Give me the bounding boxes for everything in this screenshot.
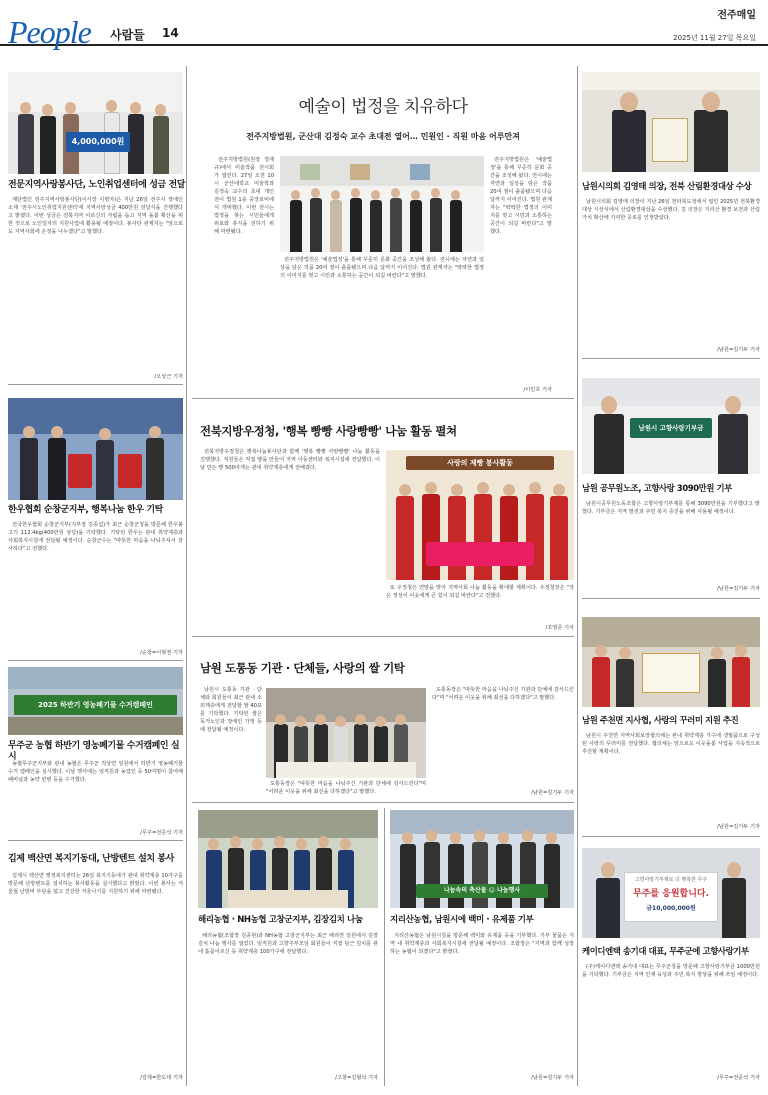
article-text: 김제시 백산면 행정복지센터는 26일 복지기동대가 관내 취약계층 10가구를 방문해 난방텐트를 설치하는 봉사활동을 실시했다고 밝혔다. 이번 봉사는 겨울철 난방비 부담을 덜고 건강한 겨울나기를 지원하기 위해 마련됐다. (8, 873, 183, 895)
article-divider (192, 398, 574, 399)
article-byline: /이민호 기자 (523, 387, 552, 393)
article-byline: /남원=김기두 기자 (531, 1075, 574, 1081)
donation-sign (624, 872, 718, 922)
section-title: People (8, 14, 91, 50)
column-divider (186, 66, 187, 1086)
article-body (8, 521, 183, 651)
article-title: 케이디엔택 송기대 대표, 무주군에 고향사랑기부 (582, 946, 749, 956)
article-body (214, 156, 274, 388)
article-body (582, 198, 760, 344)
article-title: 전문지역사랑봉사단, 노인취업센터에 성금 전달 (8, 180, 186, 190)
article-divider (8, 660, 183, 661)
donation-sign-amount: 금10,000,000원 (646, 905, 696, 912)
article-text: 남원시공무원노동조합은 고향사랑기부제를 통해 3090만원을 기부했다고 밝혔다. 기부금은 지역 발전과 주민 복지 증진을 위해 사용될 예정이다. (582, 501, 760, 515)
article-text: 남원시 도통동 기관 · 단체와 회원들이 최근 관내 소외계층에게 전달할 쌀 40포를 기탁했다. 기탁된 쌀은 독거노인과 장애인 가정 등에 전달될 예정이다. (200, 687, 262, 733)
article-text: 전주지방법원(원장 정재규)에서 미술작품 전시회가 열린다. 27일 오전 10시 군산대학교 미술학과 김정숙 교수의 초대 개인전이 법원 1층 중앙로비에서 개막했다. 이번 전시는 법정을 찾는 시민들에게 위로와 휴식을 전하기 위해 마련됐다. (214, 157, 274, 235)
article-text: 재단법인 전주지역사랑봉사단(이사장 이병자)은 지난 26일 전주시 장애인 소재 '전주시노인취업지원센터'에 지역사랑성금 400만원 전달식을 진행했다고 밝혔다. 이번 성금은 전북지역 어르신의 자립을 돕고 지역 돌봄 확산을 위한 것으로 노인일자리 지원사업에 활용될 예정이다. 봉사단 관계자는 "앞으로도 지역사회에 온정을 나누겠다"고 말했다. (8, 197, 183, 235)
article-divider (582, 358, 760, 359)
bread-sign (426, 542, 534, 566)
page-number: 14 (162, 26, 179, 40)
article-title: 남원시의회 김영태 의장, 전북 산림환경대상 수상 (582, 181, 752, 191)
article-photo (390, 810, 574, 908)
article-body (390, 932, 574, 1072)
article-title: 한우협회 순창군지부, 행복나눔 한우 기탁 (8, 505, 163, 515)
article-byline: /남원=김기두 기자 (717, 586, 760, 592)
article-text: 전주지방법원은 '예술법정'을 통해 꾸준히 문화 공간을 조성해 왔다. 전시에는 자연과 일상을 담은 작품 20여 점이 출품됐으며 다음 달까지 이어진다. 법원 관계자는 "딱딱한 법정의 이미지를 벗고 시민과 소통하는 공간이 되길 바란다"고 말했다. (280, 257, 484, 279)
article-photo (280, 156, 484, 252)
event-banner-text: 사랑의 제빵 봉사활동 (447, 459, 513, 467)
article-photo (8, 398, 183, 500)
article-byline: /남원=김기두 기자 (717, 347, 760, 353)
article-text: (주)케이디엔택 송기대 대표는 무주군청을 방문해 고향사랑기부금 1000만원을 기탁했다. 기부금은 지역 인재 육성과 주민 복지 향상을 위해 쓰일 예정이다. (582, 964, 760, 978)
article-photo (266, 688, 426, 778)
article-photo (582, 378, 760, 474)
article-divider (8, 384, 183, 385)
article-photo (8, 72, 183, 174)
article-body (490, 156, 552, 386)
article-text: 전북지방우정청은 행복나눔봉사단과 함께 '행복 빵빵 사랑빵빵' 나눔 활동을 진행했다. 직원들은 직접 빵을 만들어 지역 아동센터와 복지시설에 전달했다. 이날 만든 빵 500여개는 관내 취약계층에게 전해졌다. (200, 449, 380, 471)
article-body (266, 780, 426, 798)
article-text: 도통동장은 "따뜻한 마음을 나눠주신 기관과 단체에 감사드린다"며 "어려운 이웃을 위해 최선을 다하겠다"고 말했다. (432, 687, 574, 701)
article-text: 남원시 주천면 지역사회보장협의체는 관내 취약계층 가구에 생필품으로 구성된 사랑의 꾸러미를 전달했다. 협의체는 앞으로도 이웃돌봄 사업을 지속적으로 추진할 계획이다. (582, 733, 760, 755)
column-divider (384, 808, 385, 1086)
article-text: 또 우정청은 연말을 맞아 지역사회 나눔 활동을 확대할 계획이다. 우정청장은 "작은 정성이 이웃에게 큰 힘이 되길 바란다"고 전했다. (386, 585, 574, 599)
article-body (8, 872, 183, 1072)
article-title: 무주군 농협 하반기 영농폐기물 수거캠페인 실시 (8, 741, 180, 762)
article-byline: /순창=이형권 기자 (140, 650, 183, 656)
section-title-korean: 사람들 (110, 28, 145, 42)
event-banner (406, 456, 554, 470)
article-title: 남원 주천면 지사협, 사랑의 꾸러미 지원 추진 (582, 715, 739, 725)
article-photo (198, 810, 378, 908)
article-text: 지리산농협은 남원시청을 방문해 백미와 유제품 등을 기부했다. 기부 물품은 지역 내 취약계층과 사회복지시설에 전달될 예정이다. 조합장은 "지역과 함께 성장하는 농협이 되겠다"고 밝혔다. (390, 933, 574, 955)
article-body (432, 686, 574, 796)
column-divider (577, 66, 578, 1086)
article-photo (582, 72, 760, 172)
article-divider (582, 598, 760, 599)
article-body (200, 448, 380, 618)
article-body (200, 686, 262, 798)
article-title: 남원 도통동 기관 · 단체들, 사랑의 쌀 기탁 (200, 661, 405, 675)
article-title: 남원 공무원노조, 고향사랑 3090만원 기부 (582, 483, 732, 493)
article-byline: /고창=김형석 기자 (335, 1075, 378, 1081)
article-text: 남원시의회 김영태 의장이 지난 26일 전라북도청에서 열린 2025년 전북환경대상 시상식에서 산림환경대상을 수상했다. 김 의장은 지리산 환경 보전과 산림 가치 확산에 기여한 공로를 인정받았다. (582, 199, 760, 221)
article-byline: /조영준 기자 (545, 625, 574, 631)
article-body (582, 732, 760, 822)
event-banner-text: 나눔속의 축산물 ☺ 나눔행사 (443, 887, 521, 894)
article-byline: /무주=전준석 기자 (717, 1075, 760, 1081)
article-divider (8, 840, 183, 841)
article-body (280, 256, 484, 386)
donation-banner-text: 남원시 고향사랑기부금 (638, 424, 704, 432)
article-body (582, 500, 760, 586)
article-body (582, 963, 760, 1073)
article-text: 전국한우협회 순창군지부(지부장 김종섭)가 최근 순창군청을 방문해 한우불고기 112.4kg(400만원 상당)을 기탁했다. 기탁된 한우는 관내 취약계층과 사회복지시설에 전달될 예정이다. 순창군수는 "따뜻한 마음을 나눠주셔서 감사하다"고 전했다. (8, 522, 183, 552)
donation-board (66, 132, 130, 152)
article-photo (582, 617, 760, 707)
article-text: 전주지방법원은 '예술법정'을 통해 꾸준히 문화 공간을 조성해 왔다. 전시에는 자연과 일상을 담은 작품 20여 점이 출품됐으며 다음 달까지 이어진다. 법원 관계자는 "딱딱한 법정의 이미지를 벗고 시민과 소통하는 공간이 되길 바란다"고 말했다. (490, 157, 552, 235)
article-divider (582, 836, 760, 837)
article-photo (582, 848, 760, 938)
campaign-banner (14, 695, 177, 715)
article-title: 해리농협 · NH농협 고창군지부, 김장김치 나눔 (198, 915, 363, 925)
main-headline: 예술이 법정을 치유하다 (298, 97, 468, 117)
article-title: 지리산농협, 남원시에 백미 · 유제품 기부 (390, 915, 534, 925)
donation-banner (630, 418, 712, 438)
article-text: 도통동장은 "따뜻한 마음을 나눠주신 기관과 단체에 감사드린다"며 "어려운 이웃을 위해 최선을 다하겠다"고 말했다. (266, 781, 426, 795)
article-text: 농협무주군지부와 관내 농협은 무주군 적상면 일원에서 하반기 영농폐기물 수거 캠페인을 실시했다. 이날 행사에는 임직원과 농업인 등 50여명이 참여해 폐비닐과 농약 빈병 등을 수거했다. (8, 761, 183, 783)
campaign-banner-text: 2025 하반기 영농폐기물 수거캠페인 (38, 701, 153, 709)
article-title: 전북지방우정청, '행복 빵빵 사랑빵빵' 나눔 활동 펼쳐 (200, 424, 457, 438)
article-byline: /남원=김기두 기자 (531, 790, 574, 796)
article-body (8, 760, 183, 832)
article-body (8, 196, 183, 372)
article-title: 김제 백산면 복지기동대, 난방텐트 설치 봉사 (8, 854, 174, 864)
page-header (0, 0, 768, 50)
article-divider (192, 636, 574, 637)
article-body (198, 932, 378, 1072)
article-byline: /무주=전준석 기자 (140, 830, 183, 836)
article-byline: /남원=김기두 기자 (717, 824, 760, 830)
donation-amount: 4,000,000원 (71, 137, 125, 146)
article-text: 해리농협(조합장 김종현)과 NH농협 고창군지부는 최근 해리면 일원에서 김장김치 나눔 행사를 열었다. 임직원과 고향주부모임 회원들이 직접 담근 김치를 관내 홀몸어르신 등 취약계층 100가구에 전달했다. (198, 933, 378, 955)
article-divider (192, 802, 574, 803)
newspaper-name: 전주매일 (717, 10, 756, 21)
main-subheadline: 전주지방법원, 군산대 김정숙 교수 초대전 열어… 민원인 · 직원 마음 어루만져 (246, 132, 520, 141)
article-photo (386, 450, 574, 580)
donation-sign-main: 무주를 응원합니다. (632, 889, 710, 899)
event-banner (416, 884, 548, 898)
issue-date: 2025년 11월 27일 목요일 (673, 34, 756, 42)
article-byline: /오상근 기자 (154, 374, 183, 380)
article-byline: /김제=한도대 기자 (140, 1075, 183, 1081)
article-photo (8, 667, 183, 735)
donation-sign-top: 고향사랑기부제로 더 행복한 무주 (634, 877, 708, 883)
